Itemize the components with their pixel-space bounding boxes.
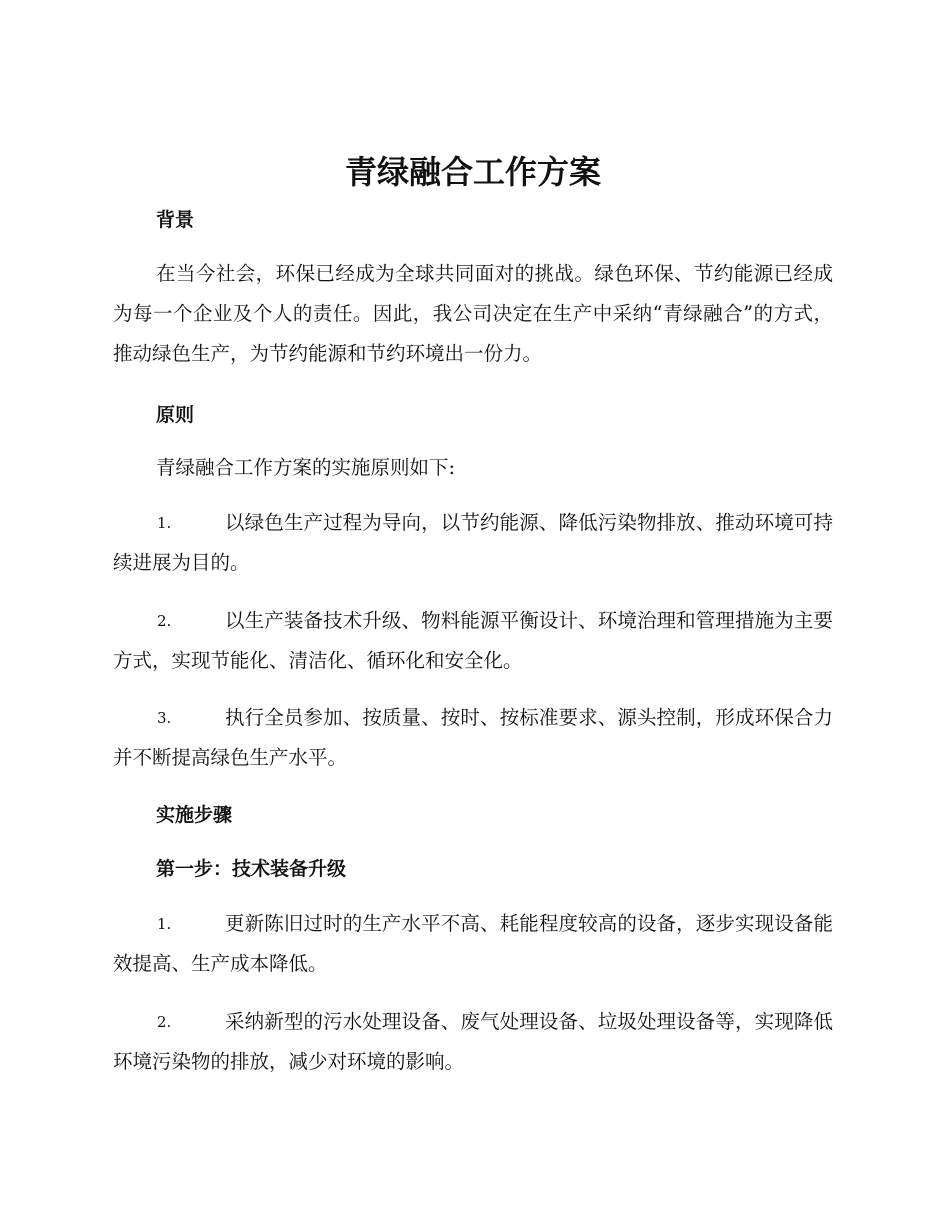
list-item-text: 以绿色生产过程为导向，以节约能源、降低污染物排放、推动环境可持续进展为目的。 (113, 511, 833, 574)
principle-item-2 (113, 601, 833, 681)
list-number: 1. (157, 915, 172, 933)
background-paragraph: 在当今社会，环保已经成为全球共同面对的挑战。绿色环保、节约能源已经成为每一个企业及个人的责任。因此，我公司决定在生产中采纳“青绿融合”的方式，推动绿色生产，为节约能源和节约环境出一份力。 (113, 262, 833, 365)
document-title: 青绿融合工作方案 (344, 153, 601, 191)
list-item-text: 以生产装备技术升级、物料能源平衡设计、环境治理和管理措施为主要方式，实现节能化、清洁化、循环化和安全化。 (113, 609, 833, 672)
section-heading-background: 背景 (156, 209, 195, 231)
list-item-text: 更新陈旧过时的生产水平不高、耗能程度较高的设备，逐步实现设备能效提高、生产成本降低。 (113, 912, 833, 975)
step1-item-1 (113, 904, 833, 984)
section-heading-steps: 实施步骤 (156, 804, 233, 826)
principles-intro: 青绿融合工作方案的实施原则如下: (156, 456, 456, 479)
principle-item-1 (113, 503, 833, 583)
list-number: 2. (157, 1013, 172, 1031)
list-number: 1. (157, 514, 172, 532)
step1-heading: 第一步：技术装备升级 (156, 858, 347, 880)
section-heading-principles: 原则 (156, 404, 195, 426)
list-item-text: 采纳新型的污水处理设备、废气处理设备、垃圾处理设备等，实现降低环境污染物的排放，减少对环境的影响。 (113, 1010, 833, 1073)
list-number: 3. (157, 709, 172, 727)
list-number: 2. (157, 612, 172, 630)
principle-item-3 (113, 698, 833, 778)
step1-item-2 (113, 1002, 833, 1082)
list-item-text: 执行全员参加、按质量、按时、按标准要求、源头控制，形成环保合力并不断提高绿色生产水平。 (113, 706, 833, 769)
